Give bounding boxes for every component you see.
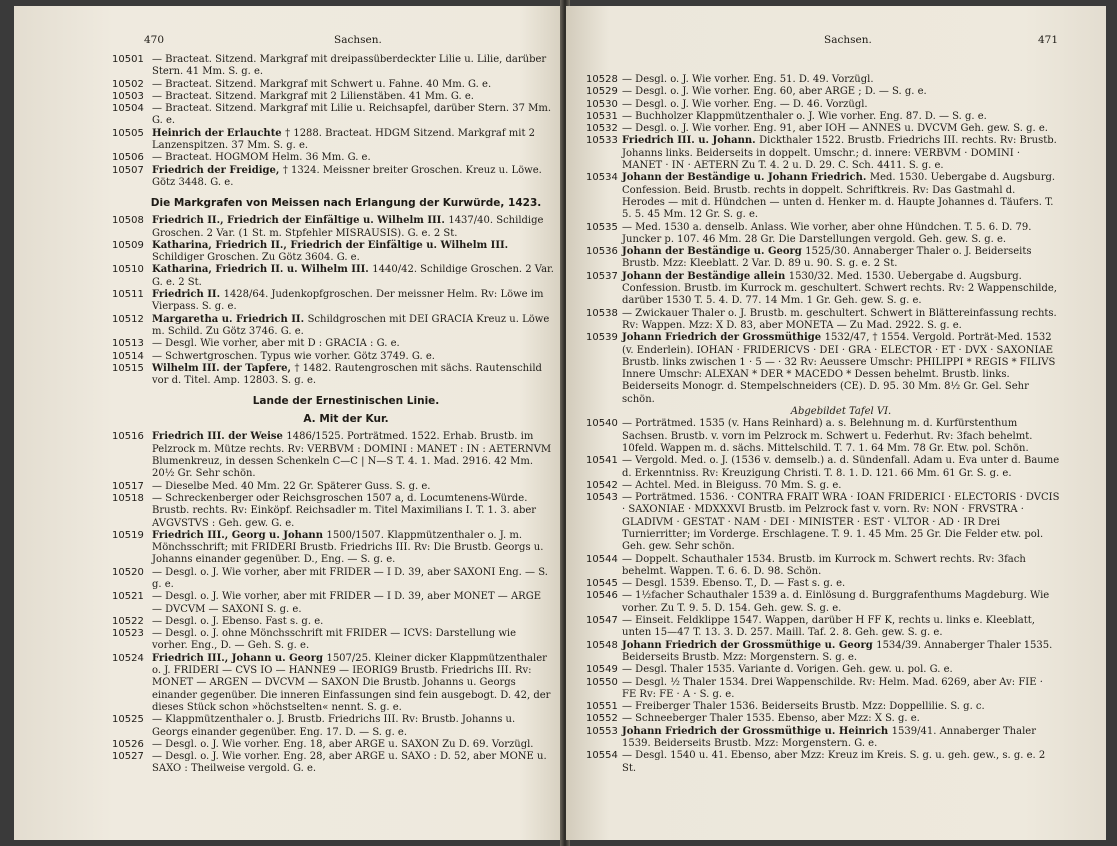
- lot-number: 10514: [112, 350, 144, 362]
- lot-number: 10520: [112, 566, 144, 578]
- lot-number: 10539: [586, 332, 618, 344]
- lot-number: 10505: [112, 127, 144, 139]
- lot-text: — Bracteat. Sitzend. Markgraf mit 2 Lilienstäben. 41 Mm. G. e.: [152, 90, 474, 102]
- catalog-entry: [588, 111, 1060, 123]
- lot-description: [152, 338, 400, 349]
- lot-text: — Schneeberger Thaler 1535. Ebenso, aber Mzz: X S. g. e.: [622, 713, 920, 725]
- catalog-entry: [588, 677, 1060, 702]
- lot-number: 10509: [112, 239, 144, 251]
- lot-description: [622, 308, 1057, 331]
- lot-ruler: Friedrich III. u. Johann.: [622, 135, 760, 147]
- lot-ruler: Katharina, Friedrich II., Friedrich der Einfältige u. Wilhelm III.: [152, 239, 509, 251]
- lot-text: — Schreckenberger oder Reichsgroschen 1507 a, d. Locumtenens-Würde. Brustb. rechts. Rv: Einköpf. Reichsadler m. Titel Maximilians I. T. 1. 3. aber AVGVSTVS : Geh. gew. G. e.: [152, 492, 537, 529]
- catalog-entry: [588, 74, 1060, 86]
- catalog-entry: [112, 751, 554, 776]
- lot-description: [622, 455, 1059, 478]
- catalog-entry: [588, 578, 1060, 590]
- lot-ruler: Johann Friedrich der Grossmüthige u. Georg: [622, 639, 877, 651]
- lot-text: 1437/40. Schildige Groschen. 2 Var. (1 St. m. Stpfehler MISRAUSIS). G. e. 2 St.: [152, 215, 544, 239]
- lot-description: [622, 640, 1052, 663]
- lot-text: — Desgl. o. J. Wie vorher. Eng. 28, aber ARGE u. SAXO : D. 52, aber MONE u. SAXO : Theilweise vergold. G. e.: [152, 751, 547, 775]
- lot-text: — Desgl. o. J. Ebenso. Fast s. g. e.: [152, 615, 324, 627]
- lot-text: Schildgroschen mit DEI GRACIA Kreuz u. Löwe m. Schild. Zu Götz 3746. G. e.: [152, 313, 550, 337]
- lot-number: 10546: [586, 590, 618, 602]
- lot-text: 1500/1507. Klappmützenthaler o. J. m. Mönchsschrift; mit FRIDERI Brustb. Friedrichs III. Rv: Die Brustb. Georgs u. Johanns einander gegenüber. D., Eng. — S. g. e.: [152, 529, 544, 566]
- lot-text: — Desgl. Wie vorher, aber mit D : GRACIA : G. e.: [152, 338, 400, 350]
- catalog-entry: [588, 135, 1060, 172]
- lot-description: [622, 271, 1057, 307]
- catalog-entry: [588, 308, 1060, 333]
- lot-number: 10552: [586, 713, 618, 725]
- catalog-entry: [588, 332, 1060, 406]
- lot-description: [152, 591, 541, 614]
- lot-number: 10523: [112, 628, 144, 640]
- right-entries: [588, 74, 1060, 775]
- lot-text: 1486/1525. Porträtmed. 1522. Erhab. Brustb. im Pelzrock m. Mütze rechts. Rv: VERBVM : DOMINI : MANET : IN : AETERNVM Blumenkreuz, in dessen Schenkeln C—C | N—S T. 4. 1. Mad. 2916. 42 Mm. 20½ Gr. Sehr schön.: [152, 431, 552, 480]
- catalog-entry: [588, 86, 1060, 98]
- catalog-entry: [112, 431, 554, 480]
- catalog-entry: [112, 90, 554, 103]
- lot-description: [152, 530, 543, 566]
- catalog-entry: [112, 289, 554, 314]
- lot-text: — Desgl. ½ Thaler 1534. Drei Wappenschilde. Rv: Helm. Mad. 6269, aber Av: FIE · FE Rv: FE · A · S. g. e.: [622, 676, 1043, 700]
- lot-description: [152, 264, 554, 287]
- lot-number: 10537: [586, 270, 618, 282]
- lot-text: — Desgl. Thaler 1535. Variante d. Vorigen. Geh. gew. u. pol. G. e.: [622, 664, 953, 676]
- lot-description: [622, 713, 920, 724]
- lot-number: 10530: [586, 98, 618, 110]
- lot-description: [622, 418, 1032, 454]
- lot-text: — Freiberger Thaler 1536. Beiderseits Brustb. Mzz: Doppellilie. S. g. c.: [622, 701, 985, 713]
- catalog-entry: [112, 152, 554, 164]
- lot-text: 1530/32. Med. 1530. Uebergabe d. Augsburg. Confession. Brustb. im Kurrock m. geschultert. Schwert rechts. Rv: 2 Wappenschilde, darüber 1530 T. 5. 4. D. 77. 14 Mm. 1 Gr. Geh. gew. S. g. e.: [622, 270, 1057, 307]
- lot-ruler: Heinrich der Erlauchte: [152, 127, 286, 139]
- lot-text: — Zwickauer Thaler o. J. Brustb. m. geschultert. Schwert in Blättereinfassung rechts. Rv: Wappen. Mzz: X D. 83, aber MONETA — Zu Mad. 2922. S. g. e.: [622, 307, 1057, 331]
- lot-text: — Buchholzer Klappmützenthaler o. J. Wie vorher. Eng. 87. D. — S. g. e.: [622, 110, 987, 122]
- lot-description: [622, 664, 953, 675]
- lot-ruler: Johann der Beständige allein: [622, 270, 789, 282]
- lot-text: — Porträtmed. 1536. · CONTRA FRAIT WRA · IOAN FRIDERICI · ELECTORIS · DVCIS · SAXONIAE · MDXXXVI Brustb. im Pelzrock fast v. vorn. Rv: NON · FRVSTRA · GLADIVM · GESTAT · NAM · DEI · MINISTER · EST · VLTOR · AD · IR Drei Turnierritter; im Vorderge. Erschlagene. T. 9. 1. 45 Mm. 25 Gr. Die Felder etw. pol. Geh. gew. Sehr schön.: [622, 492, 1060, 553]
- lot-text: — Vergold. Med. o. J. (1536 v. demselb.) a. d. Sündenfall. Adam u. Eva unter d. Baume d. Erkenntniss. Rv: Kreuzigung Christi. T. 8. 1. D. 121. 66 Mm. 61 Gr. S. g. e.: [622, 455, 1060, 479]
- lot-ruler: Friedrich III. der Weise: [152, 431, 287, 443]
- lot-text: — Desgl. o. J. ohne Mönchsschrift mit FRIDER — ICVS: Darstellung wie vorher. Eng., D. — Geh. S. g. e.: [152, 628, 516, 652]
- lot-number: 10541: [586, 455, 618, 467]
- lot-number: 10547: [586, 615, 618, 627]
- lot-text: — Einseit. Feldklippe 1547. Wappen, darüber H FF K, rechts u. links e. Kleeblatt, unten 15—47 T. 13. 3. D. 257. Maill. Taf. 2. 8. Geh. gew. S. g. e.: [622, 615, 1035, 639]
- lot-description: [152, 152, 371, 163]
- catalog-entry: [112, 103, 554, 128]
- lot-description: [622, 554, 1026, 577]
- lot-description: [622, 246, 1032, 269]
- lot-description: [622, 615, 1035, 638]
- left-entries-a: [112, 54, 554, 189]
- lot-text: † 1288. Bracteat. HDGM Sitzend. Markgraf mit 2 Lanzenspitzen. 37 Mm. S. g. e.: [152, 127, 536, 152]
- catalog-entry: [588, 701, 1060, 713]
- lot-description: [152, 739, 533, 750]
- catalog-entry: [112, 591, 554, 616]
- catalog-entry: [588, 123, 1060, 135]
- lot-text: — Porträtmed. 1535 (v. Hans Reinhard) a. s. Belehnung m. d. Kurfürstenthum Sachsen. Brustb. v. vorn im Pelzrock m. Schwert u. Federhut. Rv: 3fach behelmt. 10feld. Wappen m. d. sächs. Mittelschild. T. 7. 1. 64 Mm. 78 Gr. Etw. pol. Schön.: [622, 418, 1033, 454]
- lot-description: [622, 135, 1057, 171]
- catalog-entry: [112, 615, 554, 628]
- lot-number: 10508: [112, 215, 144, 227]
- lot-text: Schildiger Groschen. Zu Götz 3604. G. e.: [152, 252, 360, 264]
- lot-description: [622, 332, 1055, 404]
- lot-description: [622, 578, 845, 589]
- catalog-entry: [112, 164, 554, 190]
- catalog-entry: [588, 615, 1060, 640]
- catalog-entry: [112, 566, 554, 592]
- lot-number: 10512: [112, 313, 144, 325]
- catalog-entry: [112, 652, 554, 714]
- lot-text: — Achtel. Med. in Bleiguss. 70 Mm. S. g. e.: [622, 479, 842, 491]
- lot-text: — Bracteat. Sitzend. Markgraf mit Schwert u. Fahne. 40 Mm. G. e.: [152, 78, 492, 90]
- lot-description: [152, 79, 491, 90]
- catalog-entry: [112, 362, 554, 388]
- lot-number: 10545: [586, 578, 618, 590]
- lot-ruler: Friedrich III., Georg u. Johann: [152, 529, 327, 541]
- lot-ruler: Johann Friedrich der Grossmüthige: [622, 332, 825, 344]
- lot-description: [152, 493, 536, 529]
- lot-text: — Klappmützenthaler o. J. Brustb. Friedrichs III. Rv: Brustb. Johanns u. Georgs einander gegenüber. Eng. 17. D. — S. g. e.: [152, 714, 516, 738]
- caption-text: Abgebildet Tafel VI.: [790, 406, 892, 418]
- lot-number: 10550: [586, 676, 618, 688]
- catalog-entry: [588, 246, 1060, 271]
- lot-number: 10526: [112, 738, 144, 750]
- catalog-entry: [588, 492, 1060, 553]
- lot-number: 10516: [112, 431, 144, 443]
- lot-number: 10532: [586, 123, 618, 135]
- catalog-entry: [588, 480, 1060, 492]
- lot-ruler: Margaretha u. Friedrich II.: [152, 313, 308, 325]
- lot-number: 10503: [112, 90, 144, 102]
- lot-description: [622, 172, 1055, 220]
- lot-number: 10531: [586, 110, 618, 122]
- lot-text: — Bracteat. Sitzend. Markgraf mit Lilie u. Reichsapfel, darüber Stern. 37 Mm. G. e.: [152, 103, 552, 127]
- lot-description: [152, 616, 323, 627]
- lot-ruler: Friedrich II., Friedrich der Einfältige u. Wilhelm III.: [152, 215, 449, 227]
- lot-text: 1507/25. Kleiner dicker Klappmützenthaler o. J. FRIDERI — CVS IO — HANNE9 — IEORIG9 Brustb. Friedrichs III. Rv: MONET — ARGEN — DVCVM — SAXON Die Brustb. Johanns u. Georgs einander gegenüber. Die inneren Einfassungen sind fein ausgebogt. D. 42, der dieses Stück schon »höchstselten« nennt. S. g. e.: [152, 652, 551, 713]
- section-heading-ernestinische: Lande der Ernestinischen Linie.: [252, 395, 440, 408]
- lot-text: — 1½facher Schauthaler 1539 a. d. Einlösung d. Burggrafenthums Magdeburg. Wie vorher. Zu T. 9. 5. D. 154. Geh. gew. S. g. e.: [622, 590, 1050, 614]
- lot-number: 10544: [586, 553, 618, 565]
- catalog-entry: [112, 480, 554, 493]
- lot-number: 10519: [112, 529, 144, 541]
- lot-text: — Desgl. o. J. Wie vorher. Eng. 91, aber IOH — ANNES u. DVCVM Geh. gew. S. g. e.: [622, 123, 1048, 135]
- lot-number: 10511: [112, 289, 144, 301]
- catalog-entry: [588, 750, 1060, 775]
- catalog-entry: [588, 726, 1060, 751]
- lot-description: [622, 111, 987, 122]
- lot-text: Dickthaler 1522. Brustb. Friedrichs III. rechts. Rv: Brustb. Johanns links. Beiderseits in doppelt. Umschr.; d. innere: VERBVM · DOMINI · MANET · IN · AETERN Zu T. 4. 2 u. D. 29. C. Sch. 4411. S. g. e.: [622, 135, 1057, 172]
- lot-description: [152, 289, 543, 312]
- lot-description: [152, 351, 435, 362]
- lot-description: [152, 215, 543, 238]
- lot-text: — Schwertgroschen. Typus wie vorher. Götz 3749. G. e.: [152, 350, 435, 362]
- lot-number: 10543: [586, 492, 618, 504]
- lot-description: [152, 240, 508, 263]
- lot-number: 10527: [112, 751, 144, 763]
- lot-description: [152, 103, 551, 126]
- lot-number: 10515: [112, 362, 144, 374]
- lot-description: [152, 653, 550, 713]
- catalog-entry: [588, 455, 1060, 480]
- lot-number: 10551: [586, 701, 618, 713]
- section-heading-mit-der-kur: A. Mit der Kur.: [303, 413, 389, 426]
- right-running-title: Sachsen.: [824, 34, 872, 46]
- lot-text: † 1324. Meissner breiter Groschen. Kreuz u. Löwe. Götz 3448. G. e.: [152, 164, 542, 188]
- right-page: [566, 6, 1106, 840]
- lot-text: 1428/64. Judenkopfgroschen. Der meissner Helm. Rv: Löwe im Vierpass. S. g. e.: [152, 289, 544, 313]
- lot-description: [622, 222, 1031, 245]
- lot-number: 10538: [586, 307, 618, 319]
- lot-text: — Desgl. o. J. Wie vorher. Eng. — D. 46. Vorzügl.: [622, 98, 868, 110]
- left-entries-c: [112, 431, 554, 775]
- lot-text: 1534/39. Annaberger Thaler 1535. Beiderseits Brustb. Mzz: Morgenstern. S. g. e.: [622, 639, 1053, 663]
- catalog-entry: [588, 418, 1060, 455]
- lot-number: 10536: [586, 246, 618, 258]
- lot-text: — Desgl. 1539. Ebenso. T., D. — Fast s. g. e.: [622, 578, 846, 590]
- left-entries-b: [112, 215, 554, 387]
- lot-description: [622, 123, 1048, 134]
- lot-number: 10510: [112, 264, 144, 276]
- lot-description: [152, 481, 430, 492]
- lot-description: [622, 677, 1043, 700]
- lot-number: 10542: [586, 479, 618, 491]
- lot-description: [622, 99, 868, 110]
- lot-number: 10529: [586, 86, 618, 98]
- catalog-entry: [112, 54, 554, 79]
- lot-description: [152, 751, 547, 774]
- lot-description: [152, 128, 535, 151]
- lot-description: [622, 74, 874, 85]
- lot-ruler: Wilhelm III. der Tapfere,: [152, 362, 295, 374]
- lot-number: 10554: [586, 750, 618, 762]
- lot-number: 10506: [112, 152, 144, 164]
- lot-text: — Desgl. o. J. Wie vorher. Eng. 51. D. 49. Vorzügl.: [622, 74, 874, 85]
- lot-number: 10533: [586, 135, 618, 147]
- lot-text: — Med. 1530 a. denselb. Anlass. Wie vorher, aber ohne Hündchen. T. 5. 6. D. 79. Juncker p. 107. 46 Mm. 28 Gr. Die Darstellungen vergold. Geh. gew. S. g. e.: [622, 221, 1032, 245]
- catalog-entry: [112, 264, 554, 289]
- lot-number: 10524: [112, 652, 144, 664]
- lot-description: [152, 714, 515, 737]
- lot-text: — Desgl. o. J. Wie vorher, aber mit FRIDER — I D. 39, aber MONET — ARGE — DVCVM — SAXONI S. g. e.: [152, 591, 542, 615]
- catalog-entry: [112, 239, 554, 265]
- lot-text: — Desgl. o. J. Wie vorher. Eng. 18, aber ARGE u. SAXON Zu D. 69. Vorzügl.: [152, 738, 534, 750]
- lot-description: [622, 750, 1045, 773]
- left-page-number: 470: [144, 34, 165, 46]
- catalog-entry: [588, 172, 1060, 221]
- plate-caption: [588, 406, 1060, 418]
- catalog-entry: [112, 350, 554, 363]
- catalog-entry: [588, 664, 1060, 676]
- catalog-entry: [112, 492, 554, 530]
- lot-number: 10518: [112, 492, 144, 504]
- lot-text: — Doppelt. Schauthaler 1534. Brustb. im Kurrock m. Schwert rechts. Rv: 3fach behelmt. Wappen. T. 6. 6. D. 98. Schön.: [622, 553, 1026, 577]
- lot-number: 10501: [112, 54, 144, 65]
- lot-description: [622, 492, 1059, 552]
- lot-ruler: Friedrich III., Johann u. Georg: [152, 652, 327, 664]
- catalog-entry: [588, 713, 1060, 725]
- catalog-entry: [112, 78, 554, 91]
- lot-description: [622, 726, 1036, 749]
- left-running-title: Sachsen.: [334, 34, 382, 46]
- catalog-entry: [112, 127, 554, 153]
- lot-text: 1539/41. Annaberger Thaler 1539. Beiderseits Brustb. Mzz: Morgenstern. G. e.: [622, 725, 1036, 750]
- catalog-entry: [588, 222, 1060, 247]
- lot-number: 10549: [586, 664, 618, 676]
- lot-number: 10513: [112, 338, 144, 350]
- catalog-entry: [588, 640, 1060, 665]
- lot-ruler: Friedrich II.: [152, 289, 224, 301]
- lot-number: 10507: [112, 164, 144, 176]
- catalog-entry: [588, 99, 1060, 111]
- lot-number: 10517: [112, 480, 144, 492]
- lot-description: [152, 628, 516, 651]
- lot-text: — Dieselbe Med. 40 Mm. 22 Gr. Späterer Guss. S. g. e.: [152, 480, 431, 492]
- left-page: [14, 6, 564, 840]
- catalog-entry: [112, 338, 554, 350]
- lot-description: [152, 314, 549, 337]
- lot-text: — Bracteat. HOGMOM Helm. 36 Mm. G. e.: [152, 152, 371, 164]
- lot-number: 10548: [586, 639, 618, 651]
- lot-ruler: Johann der Beständige u. Georg: [622, 246, 806, 258]
- lot-number: 10502: [112, 78, 144, 90]
- lot-text: — Desgl. o. J. Wie vorher, aber mit FRIDER — I D. 39, aber SAXONI Eng. — S. g. e.: [152, 566, 548, 590]
- lot-description: [622, 86, 927, 97]
- lot-description: [152, 91, 474, 102]
- lot-number: 10522: [112, 615, 144, 627]
- lot-description: [152, 431, 551, 479]
- lot-ruler: Katharina, Friedrich II. u. Wilhelm III.: [152, 264, 373, 276]
- lot-description: [622, 701, 985, 712]
- catalog-entry: [112, 529, 554, 567]
- lot-ruler: Johann der Beständige u. Johann Friedrich.: [622, 172, 870, 184]
- catalog-entry: [112, 738, 554, 751]
- catalog-entry: [588, 554, 1060, 579]
- lot-text: 1532/47, † 1554. Vergold. Porträt-Med. 1532 (v. Enderlein). IOHAN · FRIDERICVS · DEI · GRA · ELECTOR · ET · DVX · SAXONIAE Brustb. links zwischen 1 · 5 — · 32 Rv: Aeussere Umschr: PHILIPPI * REGIS * FILIVS Innere Umschr: ALEXAN * DER * MACEDO * Dessen behelmt. Brustb. links. Beiderseits Monogr. d. Stempelschneiders (CE). D. 95. 30 Mm. 8½ Gr. Gel. Sehr schön.: [622, 332, 1056, 405]
- catalog-entry: [588, 590, 1060, 615]
- lot-text: † 1482. Rautengroschen mit sächs. Rautenschild vor d. Titel. Amp. 12803. S. g. e.: [152, 362, 542, 387]
- catalog-entry: [112, 628, 554, 653]
- lot-number: 10535: [586, 221, 618, 233]
- lot-text: — Desgl. o. J. Wie vorher. Eng. 60, aber ARGE ; D. — S. g. e.: [622, 86, 927, 98]
- section-heading-markgrafen: Die Markgrafen von Meissen nach Erlangung der Kurwürde, 1423.: [150, 197, 542, 210]
- lot-number: 10504: [112, 103, 144, 115]
- lot-description: [622, 590, 1049, 613]
- lot-number: 10534: [586, 172, 618, 184]
- lot-number: 10528: [586, 74, 618, 85]
- lot-text: — Desgl. 1540 u. 41. Ebenso, aber Mzz: Kreuz im Kreis. S. g. u. geh. gew., s. g. e. 2 St.: [622, 750, 1046, 774]
- lot-description: [152, 363, 542, 386]
- lot-ruler: Johann Friedrich der Grossmüthige u. Heinrich: [622, 725, 892, 737]
- catalog-entry: [112, 313, 554, 339]
- lot-description: [152, 165, 542, 188]
- lot-number: 10540: [586, 418, 618, 430]
- catalog-entry: [112, 714, 554, 739]
- catalog-entry: [588, 271, 1060, 308]
- right-page-number: 471: [1037, 34, 1058, 46]
- lot-text: 1525/30. Annaberger Thaler o. J. Beiderseits Brustb. Mzz: Kleeblatt. 2 Var. D. 89 u. 90. S. g. e. 2 St.: [622, 246, 1032, 270]
- lot-text: — Bracteat. Sitzend. Markgraf mit dreipassüberdeckter Lilie u. Lilie, darüber Stern. 41 Mm. S. g. e.: [152, 54, 547, 78]
- lot-number: 10553: [586, 725, 618, 737]
- lot-number: 10525: [112, 714, 144, 726]
- lot-description: [152, 567, 548, 590]
- lot-number: 10521: [112, 591, 144, 603]
- lot-text: Med. 1530. Uebergabe d. Augsburg. Confession. Beid. Brustb. rechts in doppelt. Schriftkreis. Rv: Das Gastmahl d. Herodes — mit d. Hündchen — unten d. Henker m. d. Haupte Johannes d. Täufers. T. 5. 5. 45 Mm. 12 Gr. S. g. e.: [622, 172, 1056, 221]
- lot-description: [622, 480, 841, 491]
- lot-ruler: Friedrich der Freidige,: [152, 164, 283, 176]
- catalog-entry: [112, 215, 554, 240]
- lot-text: 1440/42. Schildige Groschen. 2 Var. G. e. 2 St.: [152, 264, 554, 288]
- lot-description: [152, 54, 546, 77]
